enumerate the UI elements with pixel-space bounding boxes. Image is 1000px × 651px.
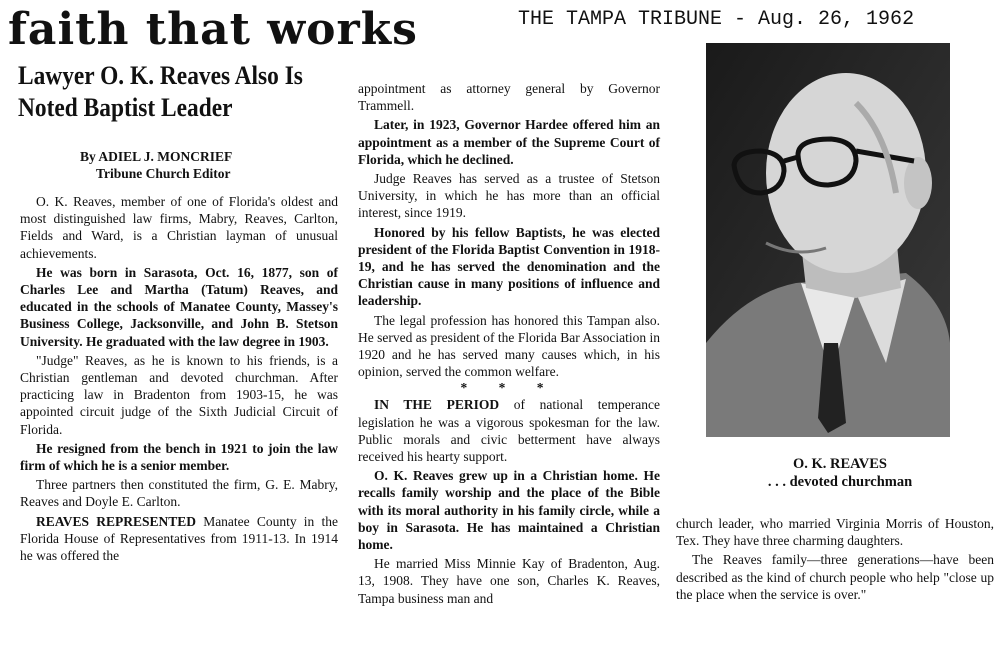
article-headline: Lawyer O. K. Reaves Also Is Noted Baptist Leader [18, 61, 303, 122]
section-divider: * * * [460, 380, 558, 396]
byline [80, 148, 350, 182]
paragraph: O. K. Reaves, member of one of Florida's oldest and most distinguished law firms, Mabry, Reaves, Carlton, Fields and Ward, is a Christian layman of unusual achievements. [20, 194, 338, 261]
article-column-1 [20, 193, 338, 566]
paragraph: Judge Reaves has served as a trustee of Stetson University, in which he has more than an official interest, since 1919. [358, 171, 660, 221]
photo-caption [730, 455, 950, 491]
article-column-2 [358, 80, 660, 609]
masthead-title: faith that works [8, 4, 418, 55]
byline-author: By ADIEL J. MONCRIEF [80, 149, 233, 164]
paragraph: appointment as attorney general by Governor Trammell. [358, 81, 660, 114]
caption-name: O. K. REAVES [792, 456, 887, 472]
paragraph: Three partners then constituted the firm, G. E. Mabry, Reaves and Doyle E. Carlton. [20, 477, 338, 510]
caption-description: . . . devoted churchman [767, 474, 913, 490]
paragraph-text: of national temperance legislation he was a vigorous spokesman for the law. Public morals and civic betterment have always received his hearty support. [358, 397, 660, 465]
paragraph [20, 513, 338, 565]
subhead-lead: REAVES REPRESENTED [36, 513, 196, 529]
paragraph: He married Miss Minnie Kay of Bradenton, Aug. 13, 1908. They have one son, Charles K. Reaves, Tampa business man and [358, 556, 660, 606]
paragraph: church leader, who married Virginia Morris of Houston, Tex. They have three charming daughters. [676, 516, 994, 549]
paragraph: The legal profession has honored this Tampan also. He served as president of the Florida Bar Association in 1920 and he has served many causes which, in his opinion, served the common welfare. [358, 312, 660, 380]
article-column-3 [676, 515, 994, 605]
subhead-lead: IN THE PERIOD [374, 397, 500, 413]
portrait-photo [706, 43, 950, 437]
paragraph: He was born in Sarasota, Oct. 16, 1877, son of Charles Lee and Martha (Tatum) Reaves, and educated in the schools of Manatee County, Massey's Business College, Jacksonville, and John B. Stetson University. He graduated with the law degree in 1903. [20, 264, 338, 349]
paragraph-text: Manatee County in the Florida House of Representatives from 1911-13. In 1914 he was offered the [20, 513, 338, 564]
paragraph: "Judge" Reaves, as he is known to his friends, is a Christian gentleman and devoted churchman. After practicing law in Bradenton from 1903-15, he was appointed circuit judge of the Sixth Judicial Circuit of Florida. [20, 352, 338, 437]
paragraph: Later, in 1923, Governor Hardee offered him an appointment as a member of the Supreme Court of Florida, which he declined. [358, 117, 660, 167]
newspaper-dateline: THE TAMPA TRIBUNE - Aug. 26, 1962 [518, 8, 915, 31]
portrait-illustration [706, 43, 950, 437]
paragraph: He resigned from the bench in 1921 to join the law firm of which he is a senior member. [20, 440, 338, 474]
paragraph [358, 396, 660, 465]
paragraph: Honored by his fellow Baptists, he was elected president of the Florida Baptist Convention in 1918-19, and he has served the denomination and the Christian cause in many positions of influence and leadership. [358, 224, 660, 309]
paragraph: The Reaves family—three generations—have been described as the kind of church people who help "close up the place when the service is over." [676, 552, 994, 602]
paragraph: O. K. Reaves grew up in a Christian home. He recalls family worship and the place of the Bible with its moral authority in his family circle, while a boy in Sarasota. He has maintained a Christian home. [358, 468, 660, 553]
byline-role: Tribune Church Editor [96, 166, 231, 181]
